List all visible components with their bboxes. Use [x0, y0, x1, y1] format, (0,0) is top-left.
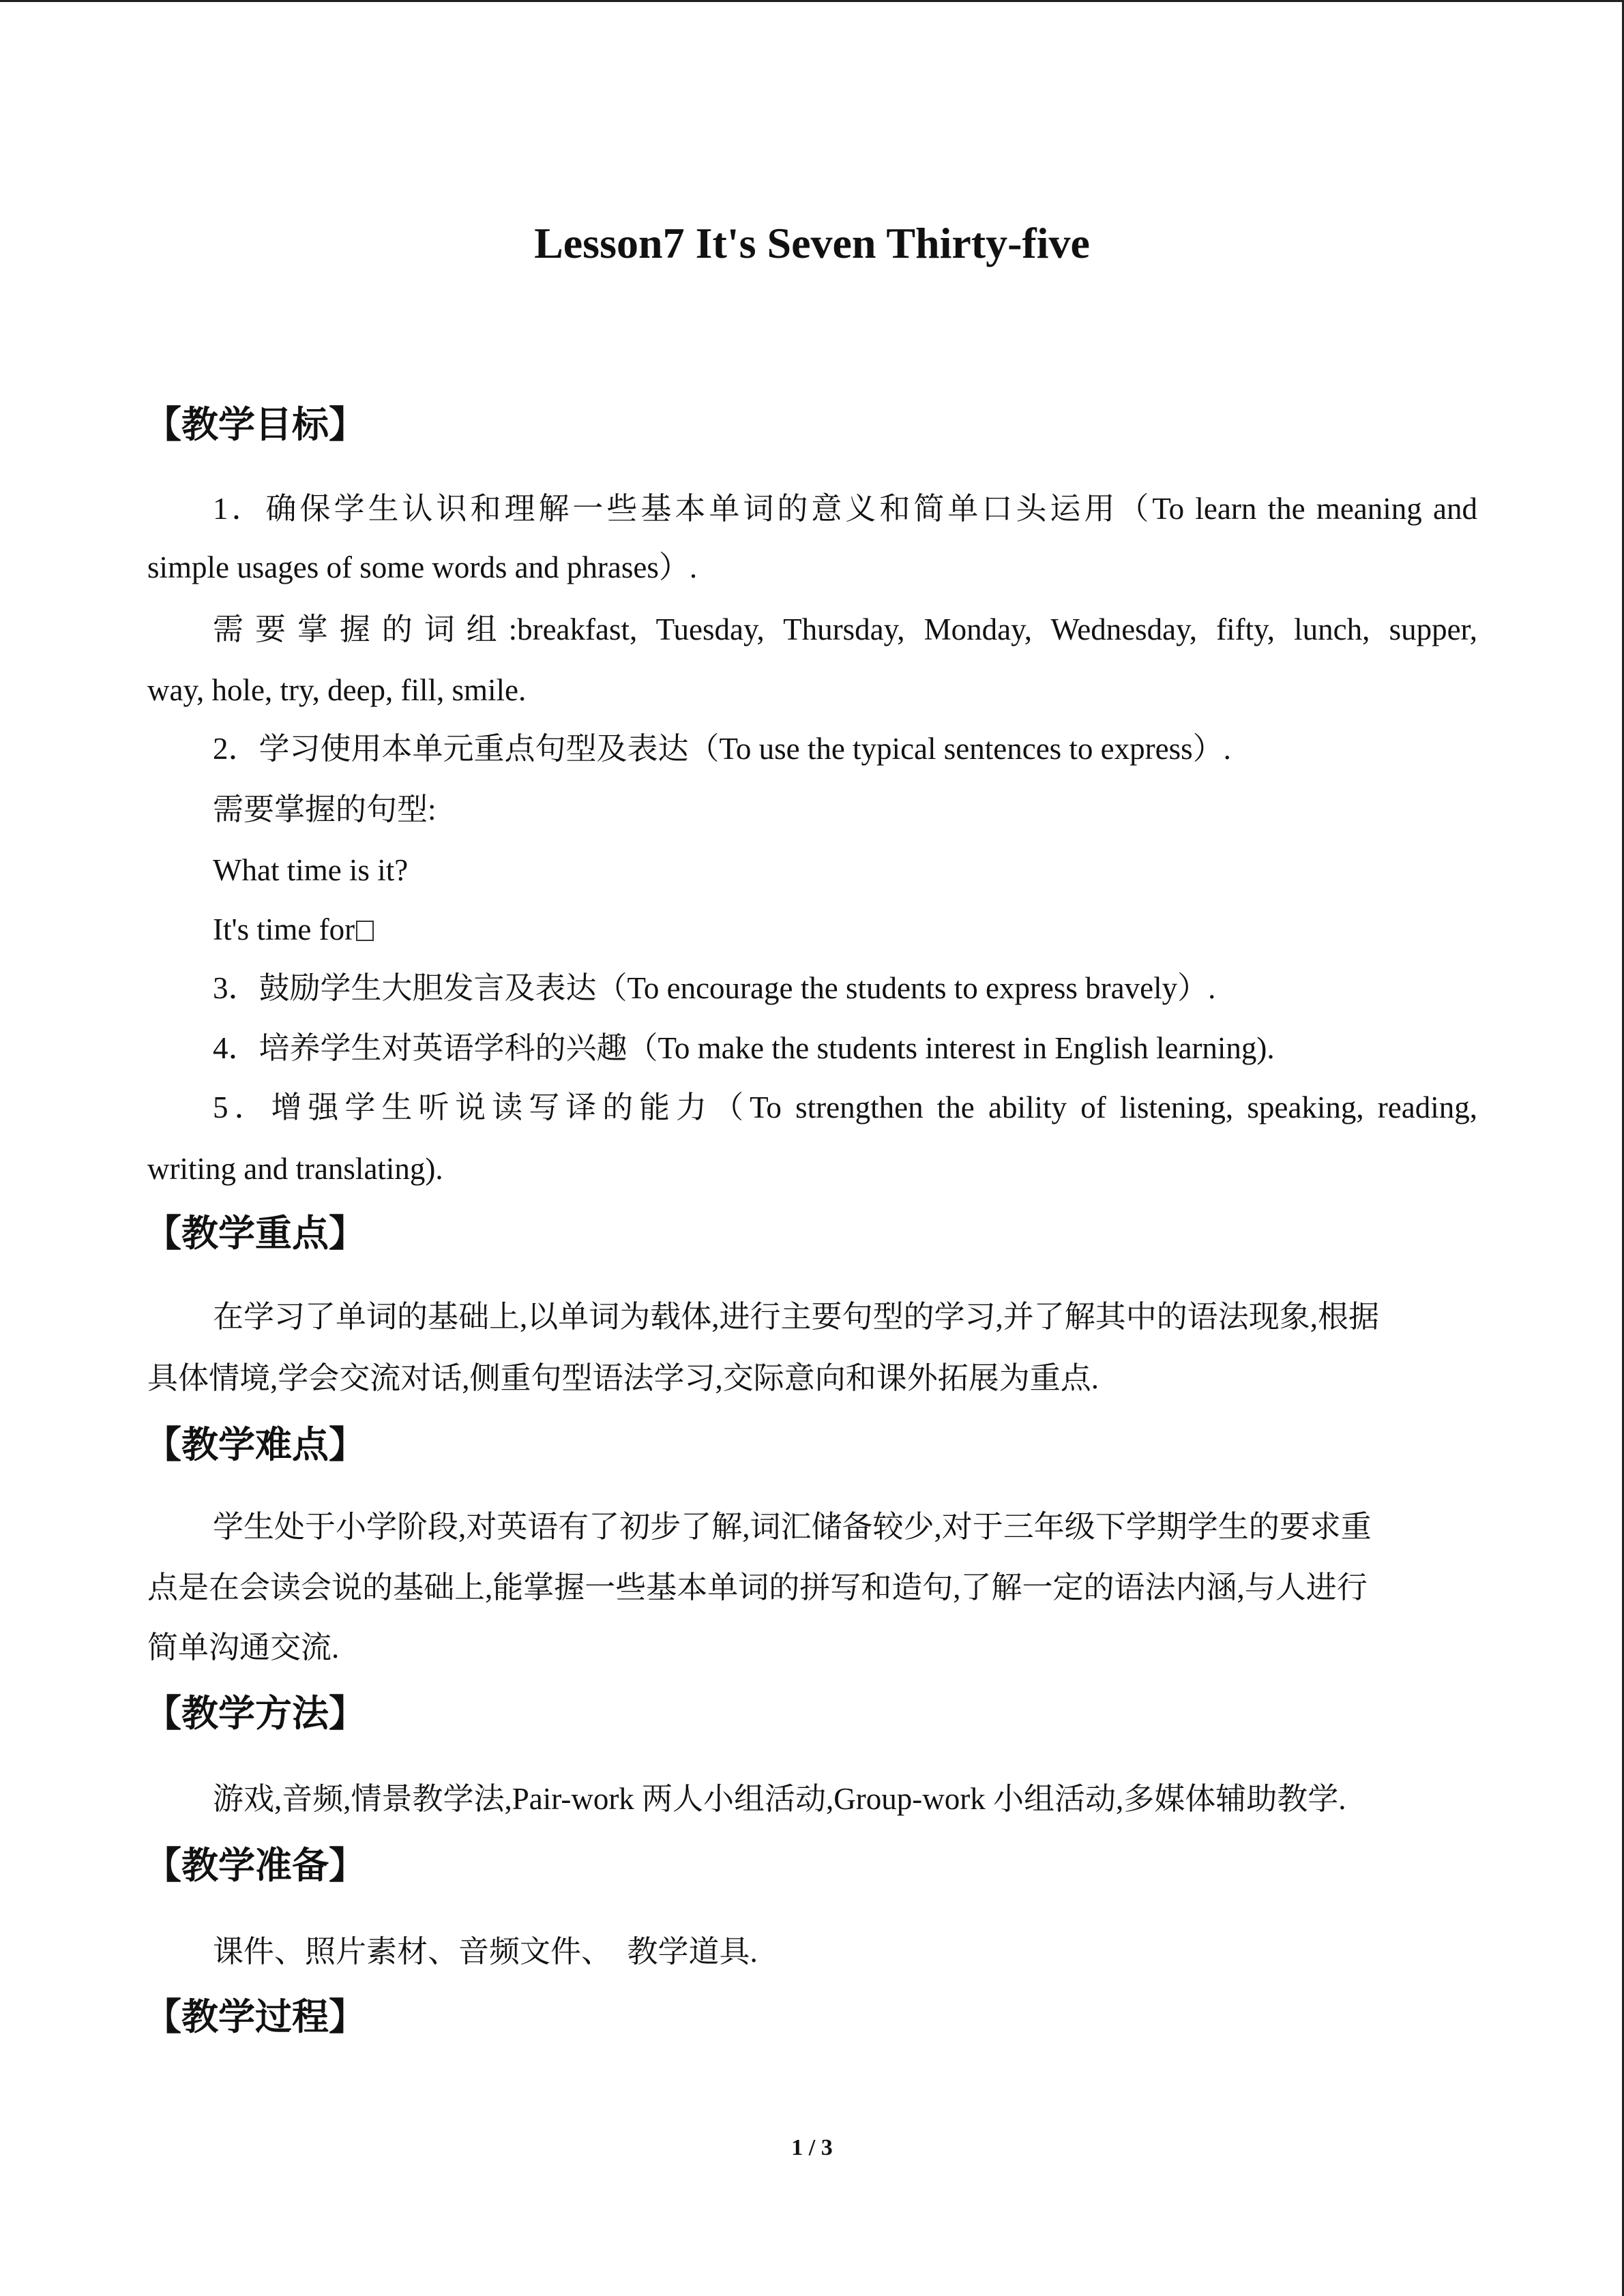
difficulties-line-3: 简单沟通交流. [147, 1630, 340, 1665]
objective-item-3: 3．鼓励学生大胆发言及表达（To encourage the students to express bravely）. [213, 971, 1216, 1005]
document-title: Lesson7 It's Seven Thirty-five [534, 219, 1090, 267]
objective-item-5-line-2: writing and translating). [147, 1152, 443, 1186]
process-heading: 【教学过程】 [145, 1995, 366, 2038]
objectives-heading: 【教学目标】 [145, 403, 366, 446]
key-points-line-2: 具体情境,学会交流对话,侧重句型语法学习,交际意向和课外拓展为重点. [147, 1361, 1099, 1395]
key-points-line-1: 在学习了单词的基础上,以单词为载体,进行主要句型的学习,并了解其中的语法现象,根据 [213, 1300, 1380, 1334]
difficulties-line-2: 点是在会读会说的基础上,能掌握一些基本单词的拼写和造句,了解一定的语法内涵,与人进行 [147, 1570, 1368, 1605]
page-top-border [0, 0, 1624, 2]
vocabulary-line-1: 需要掌握的词组:breakfast, Tuesday, Thursday, Monday, Wednesday, fifty, lunch, supper, [213, 612, 1477, 646]
objective-item-1-line-1: 1．确保学生认识和理解一些基本单词的意义和简单口头运用（To learn the meaning and [213, 492, 1477, 526]
preparation-heading: 【教学准备】 [145, 1844, 366, 1887]
methods-line-1: 游戏,音频,情景教学法,Pair-work 两人小组活动,Group-work 小组活动,多媒体辅助教学. [213, 1782, 1346, 1816]
page-number: 1 / 3 [791, 2135, 833, 2160]
objective-item-4: 4．培养学生对英语学科的兴趣（To make the students interest in English learning). [213, 1031, 1275, 1065]
sentence-pattern-2-text: It's time for [213, 912, 355, 946]
vocabulary-line-2: way, hole, try, deep, fill, smile. [147, 673, 527, 707]
objective-item-1-line-2: simple usages of some words and phrases）. [147, 550, 698, 584]
placeholder-box-icon [356, 921, 374, 941]
objective-item-2: 2．学习使用本单元重点句型及表达（To use the typical sentences to express）. [213, 732, 1231, 766]
difficulties-line-1: 学生处于小学阶段,对英语有了初步了解,词汇储备较少,对于三年级下学期学生的要求重 [213, 1510, 1372, 1544]
methods-heading: 【教学方法】 [145, 1692, 366, 1735]
sentence-pattern-2 [213, 909, 374, 950]
objective-item-5-line-1: 5．增强学生听说读写译的能力（To strengthen the ability of listening, speaking, reading, [213, 1090, 1477, 1124]
key-points-heading: 【教学重点】 [145, 1212, 366, 1255]
sentence-patterns-label: 需要掌握的句型: [213, 792, 437, 826]
difficulties-heading: 【教学难点】 [145, 1423, 366, 1466]
sentence-pattern-1: What time is it? [213, 853, 409, 887]
preparation-line-1: 课件、照片素材、音频文件、 教学道具. [213, 1935, 758, 1969]
